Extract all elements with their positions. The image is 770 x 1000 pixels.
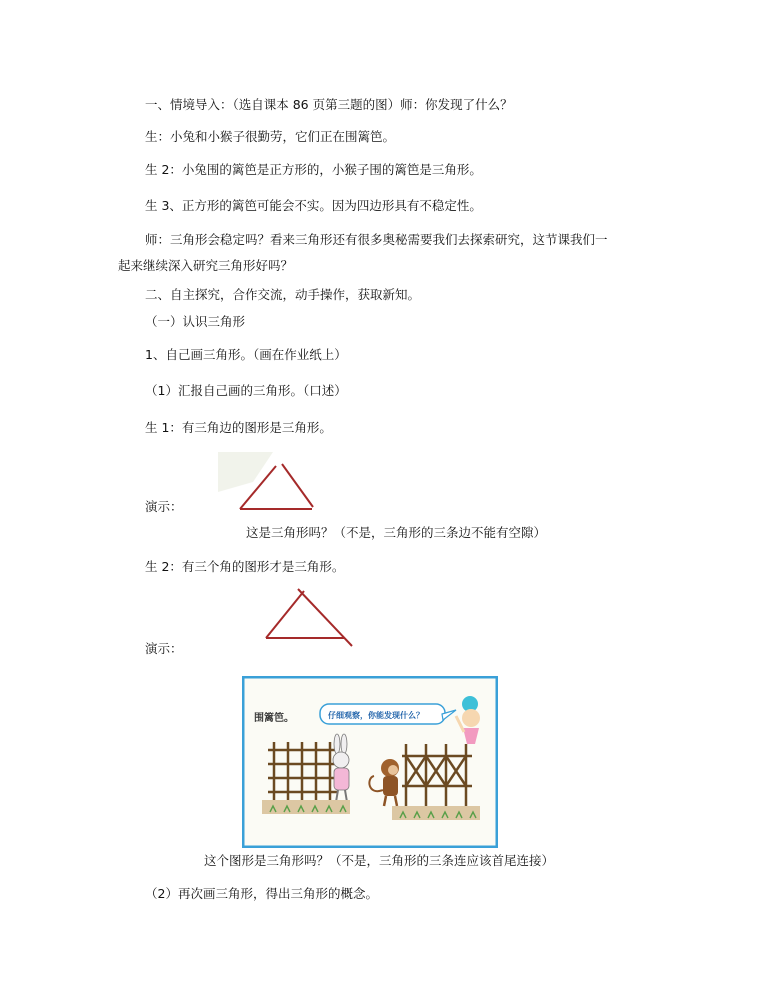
- student-answer-1: 生：小兔和小猴子很勤劳，它们正在围篱笆。: [145, 129, 396, 144]
- demo-label-1: 演示：: [145, 499, 183, 514]
- student-answer-5: 生 2：有三个角的图形才是三角形。: [145, 559, 345, 574]
- speech-bubble-text: 仔细观察，你能发现什么？: [328, 711, 424, 720]
- picture-title: 围篱笆。: [254, 713, 294, 724]
- demo-question-2: 这个图形是三角形吗？（不是，三角形的三条连应该首尾连接）: [204, 853, 555, 868]
- subsection-heading: （一）认识三角形: [145, 314, 246, 329]
- teacher-question-line2: 起来继续深入研究三角形好吗？: [118, 258, 294, 273]
- step-redraw: （2）再次画三角形，得出三角形的概念。: [145, 886, 378, 901]
- step-draw-triangle: 1、自己画三角形。（画在作业纸上）: [145, 347, 347, 362]
- section-explore-heading: 二、自主探究，合作交流，动手操作，获取新知。: [145, 287, 421, 302]
- student-answer-2: 生 2：小兔围的篱笆是正方形的，小猴子围的篱笆是三角形。: [145, 162, 482, 177]
- section-intro-heading: 一、情境导入：（选自课本 86 页第三题的图）师：你发现了什么？: [145, 97, 513, 112]
- student-answer-4: 生 1：有三角边的图形是三角形。: [145, 420, 332, 435]
- teacher-question-line1: 师：三角形会稳定吗？看来三角形还有很多奥秘需要我们去探索研究，这节课我们一: [145, 232, 608, 247]
- step-report: （1）汇报自己画的三角形。（口述）: [145, 383, 347, 398]
- demo-question-1: 这是三角形吗？（不是，三角形的三条边不能有空隙）: [246, 525, 547, 540]
- demo-label-2: 演示：: [145, 641, 183, 656]
- fence-building-picture: [242, 676, 498, 848]
- triangle-with-gap-figure: [218, 452, 318, 512]
- triangle-crossing-figure: [262, 586, 357, 650]
- student-answer-3: 生 3、正方形的篱笆可能会不实。因为四边形具有不稳定性。: [145, 198, 482, 213]
